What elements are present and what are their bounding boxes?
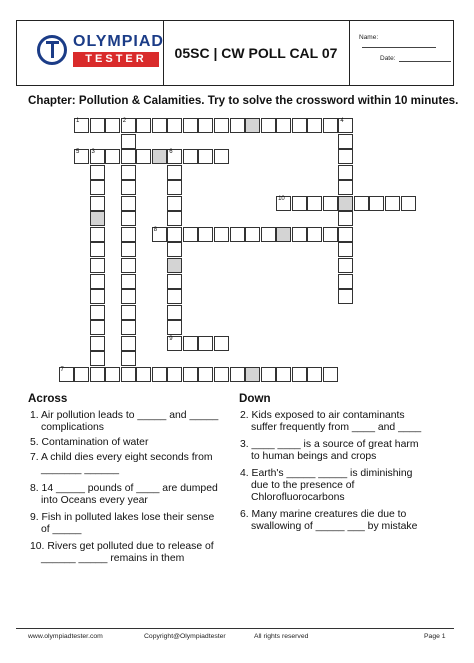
crossword-cell[interactable]	[276, 367, 291, 382]
down-clue: 4. Earth's _____ _____ is diminishing due to the presence of Chlorofluorocarbons	[240, 468, 413, 503]
across-title: Across	[28, 392, 68, 405]
crossword-cell[interactable]	[90, 305, 105, 320]
crossword-cell[interactable]	[338, 196, 353, 211]
crossword-cell[interactable]	[292, 367, 307, 382]
crossword-cell[interactable]	[323, 227, 338, 242]
across-clue: 9. Fish in polluted lakes lose their sense of _____	[30, 512, 215, 535]
crossword-cell[interactable]	[90, 196, 105, 211]
crossword-cell[interactable]	[167, 118, 182, 133]
footer-website[interactable]: www.olympiadtester.com	[28, 633, 103, 640]
worksheet-code: 05SC | CW POLL CAL 07	[174, 45, 338, 61]
crossword-cell[interactable]	[338, 149, 353, 164]
crossword-cell[interactable]	[214, 118, 229, 133]
clue-number: 10	[278, 195, 285, 202]
crossword-cell[interactable]	[214, 367, 229, 382]
across-clue: 1. Air pollution leads to _____ and _____ complications	[30, 410, 219, 433]
crossword-cell[interactable]	[121, 196, 136, 211]
crossword-cell[interactable]	[338, 227, 353, 242]
clue-number: 8	[153, 226, 158, 233]
crossword-cell[interactable]	[167, 274, 182, 289]
crossword-cell[interactable]	[276, 227, 291, 242]
crossword-cell[interactable]	[338, 134, 353, 149]
across-clue: 10. Rivers get polluted due to release of ______ _____ remains in them	[30, 541, 214, 564]
crossword-cell[interactable]	[90, 274, 105, 289]
crossword-cell[interactable]	[90, 165, 105, 180]
crossword-cell[interactable]	[136, 118, 151, 133]
down-clue: 3. ____ ____ is a source of great harm to human beings and crops	[240, 439, 419, 462]
crossword-cell[interactable]	[152, 149, 167, 164]
crossword-cell[interactable]	[90, 289, 105, 304]
down-title: Down	[239, 392, 271, 405]
crossword-cell[interactable]	[74, 367, 89, 382]
crossword-cell[interactable]	[323, 196, 338, 211]
logo-text-top: OLYMPIAD	[73, 33, 164, 50]
crossword-cell[interactable]	[338, 289, 353, 304]
crossword-cell[interactable]	[183, 118, 198, 133]
crossword-cell[interactable]	[261, 118, 276, 133]
clue-number: 7	[60, 366, 64, 373]
crossword-cell[interactable]	[323, 367, 338, 382]
crossword-cell[interactable]	[90, 367, 105, 382]
crossword-cell[interactable]	[183, 227, 198, 242]
crossword-cell[interactable]	[167, 165, 182, 180]
crossword-cell[interactable]	[90, 118, 105, 133]
crossword-cell[interactable]	[214, 336, 229, 351]
crossword-cell[interactable]	[90, 351, 105, 366]
crossword-cell[interactable]	[90, 320, 105, 335]
crossword-cell[interactable]	[230, 227, 245, 242]
crossword-cell[interactable]	[121, 289, 136, 304]
crossword-cell[interactable]	[121, 320, 136, 335]
across-clue: 8. 14 _____ pounds of ____ are dumped into Oceans every year	[30, 483, 218, 506]
crossword-cell[interactable]	[152, 227, 167, 242]
crossword-cell[interactable]	[338, 180, 353, 195]
crossword-cell[interactable]	[74, 149, 89, 164]
crossword-cell[interactable]	[261, 367, 276, 382]
crossword-cell[interactable]	[167, 242, 182, 257]
crossword-cell[interactable]	[90, 227, 105, 242]
crossword-cell[interactable]	[245, 227, 260, 242]
crossword-cell[interactable]	[167, 336, 182, 351]
crossword-cell[interactable]	[292, 227, 307, 242]
chapter-instructions: Chapter: Pollution & Calamities. Try to solve the crossword within 10 minutes.	[28, 94, 459, 107]
crossword-cell[interactable]	[136, 149, 151, 164]
crossword-cell[interactable]	[121, 165, 136, 180]
crossword-cell[interactable]	[385, 196, 400, 211]
crossword-cell[interactable]	[183, 336, 198, 351]
crossword-cell[interactable]	[338, 165, 353, 180]
crossword-cell[interactable]	[121, 211, 136, 226]
crossword-cell[interactable]	[105, 118, 120, 133]
crossword-cell[interactable]	[183, 367, 198, 382]
crossword-cell[interactable]	[369, 196, 384, 211]
across-clue: 5. Contamination of water	[30, 437, 149, 448]
crossword-cell[interactable]	[245, 367, 260, 382]
footer-divider	[16, 628, 454, 629]
crossword-cell[interactable]	[307, 118, 322, 133]
crossword-cell[interactable]	[230, 118, 245, 133]
crossword-cell[interactable]	[292, 196, 307, 211]
down-clue: 6. Many marine creatures die due to swallowing of _____ ___ by mistake	[240, 509, 418, 532]
clue-number: 5	[76, 149, 80, 156]
crossword-cell[interactable]	[90, 211, 105, 226]
footer-copyright: Copyright@Olympiadtester	[144, 633, 226, 640]
down-clue: 2. Kids exposed to air contaminants suffer frequently from ____ and ____	[240, 410, 422, 433]
crossword-cell[interactable]	[167, 367, 182, 382]
crossword-cell[interactable]	[276, 118, 291, 133]
clue-number: 6	[169, 149, 173, 156]
crossword-cell[interactable]	[292, 118, 307, 133]
crossword-cell[interactable]	[121, 242, 136, 257]
crossword-cell[interactable]	[245, 118, 260, 133]
crossword-cell[interactable]	[136, 367, 151, 382]
name-label: Name:	[359, 34, 379, 41]
crossword-cell[interactable]	[183, 149, 198, 164]
crossword-cell[interactable]	[121, 227, 136, 242]
crossword-cell[interactable]	[105, 149, 120, 164]
footer-page-number: Page 1	[424, 633, 446, 640]
crossword-cell[interactable]	[338, 242, 353, 257]
crossword-cell[interactable]	[121, 367, 136, 382]
crossword-cell[interactable]	[74, 118, 89, 133]
crossword-cell[interactable]	[167, 258, 182, 273]
clue-number: 4	[340, 118, 344, 124]
crossword-cell[interactable]	[338, 118, 353, 133]
crossword-cell[interactable]	[167, 227, 182, 242]
crossword-cell[interactable]	[167, 149, 182, 164]
crossword-cell[interactable]	[261, 227, 276, 242]
crossword-cell[interactable]	[214, 149, 229, 164]
crossword-cell[interactable]	[121, 351, 136, 366]
crossword-cell[interactable]	[307, 367, 322, 382]
crossword-cell[interactable]	[167, 211, 182, 226]
crossword-cell[interactable]	[167, 180, 182, 195]
crossword-cell[interactable]	[198, 227, 213, 242]
crossword-cell[interactable]	[338, 211, 353, 226]
crossword-cell[interactable]	[338, 258, 353, 273]
crossword-cell[interactable]	[354, 196, 369, 211]
crossword-cell[interactable]	[276, 196, 291, 211]
crossword-cell[interactable]	[214, 227, 229, 242]
crossword-cell[interactable]	[307, 196, 322, 211]
crossword-cell[interactable]	[323, 118, 338, 133]
crossword-cell[interactable]	[121, 134, 136, 149]
clue-number: 2	[122, 118, 127, 124]
crossword-cell[interactable]	[90, 149, 105, 164]
clue-number: 1	[76, 118, 80, 124]
clue-number: 9	[169, 335, 173, 342]
crossword-cell[interactable]	[401, 196, 416, 211]
across-clue: 7. A child dies every eight seconds from _______ ______	[30, 452, 213, 475]
crossword-cell[interactable]	[152, 118, 167, 133]
crossword-cell[interactable]	[121, 149, 136, 164]
crossword-cell[interactable]	[198, 367, 213, 382]
crossword-cell[interactable]	[167, 196, 182, 211]
crossword-cell[interactable]	[90, 242, 105, 257]
crossword-cell[interactable]	[198, 336, 213, 351]
crossword-cell[interactable]	[198, 118, 213, 133]
logo-text-bottom: TESTER	[73, 52, 159, 67]
crossword-cell[interactable]	[338, 274, 353, 289]
crossword-cell[interactable]	[121, 336, 136, 351]
clue-number: 3	[91, 149, 95, 156]
crossword-cell[interactable]	[230, 367, 245, 382]
crossword-cell[interactable]	[121, 118, 136, 133]
crossword-cell[interactable]	[198, 149, 213, 164]
crossword-cell[interactable]	[105, 367, 120, 382]
crossword-cell[interactable]	[121, 258, 136, 273]
crossword-cell[interactable]	[121, 180, 136, 195]
crossword-cell[interactable]	[167, 320, 182, 335]
crossword-cell[interactable]	[121, 274, 136, 289]
crossword-cell[interactable]	[121, 305, 136, 320]
crossword-cell[interactable]	[90, 336, 105, 351]
crossword-cell[interactable]	[307, 227, 322, 242]
crossword-cell[interactable]	[90, 180, 105, 195]
crossword-cell[interactable]	[167, 305, 182, 320]
crossword-cell[interactable]	[59, 367, 74, 382]
crossword-cell[interactable]	[167, 289, 182, 304]
footer-rights: All rights reserved	[254, 633, 309, 640]
crossword-cell[interactable]	[152, 367, 167, 382]
date-label: Date:	[380, 55, 396, 62]
crossword-cell[interactable]	[90, 258, 105, 273]
